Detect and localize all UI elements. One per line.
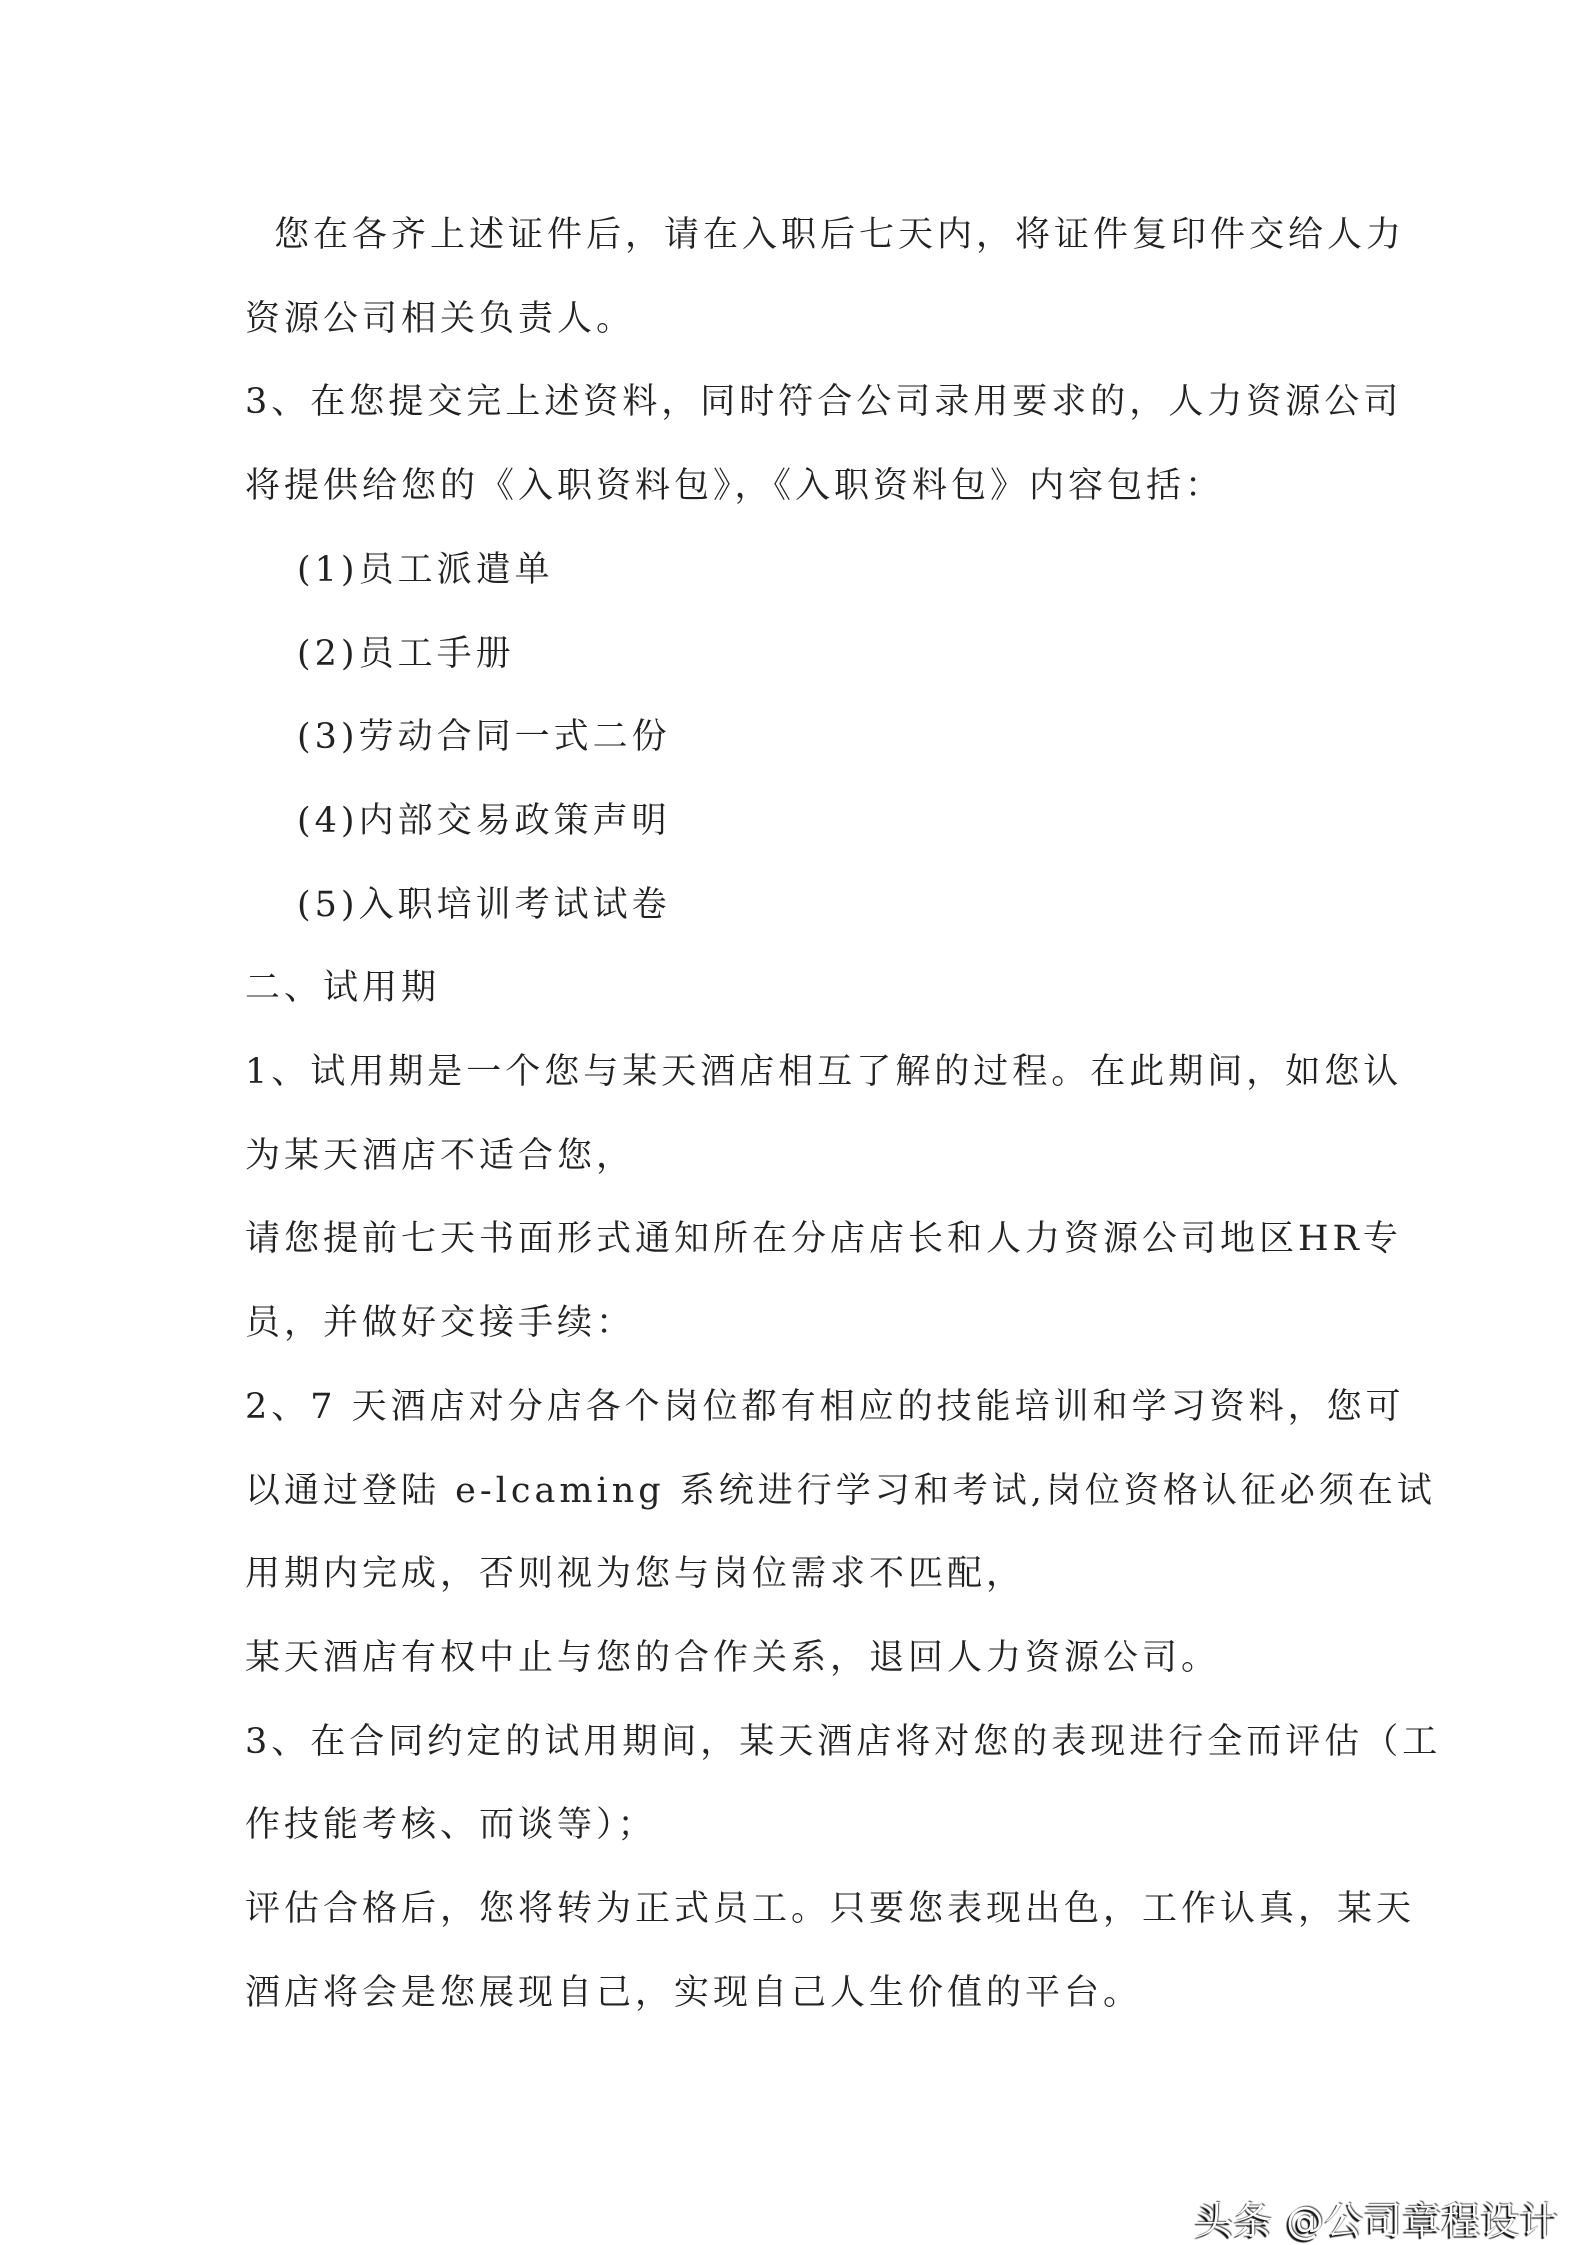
text-line: 评估合格后，您将转为正式员工。只要您表现出色，工作认真，某天	[245, 1889, 1416, 1929]
text-line: (4)内部交易政策声明	[297, 800, 671, 841]
text-line: 将提供给您的《入职资料包》，《入职资料包》内容包括：	[245, 466, 1225, 507]
text-line: (1)员工派遣单	[297, 549, 554, 590]
text-line: (5)入职培训考试试卷	[297, 884, 671, 925]
text-line: (2)员工手册	[297, 633, 515, 674]
text-line: 资源公司相关负责人。	[245, 298, 636, 339]
text-line: 员，并做好交接手续：	[245, 1303, 636, 1344]
text-line: (3)劳动合同一式二份	[297, 717, 671, 758]
text-line: 2、7 天酒店对分店各个岗位都有相应的技能培训和学习资料，您可	[245, 1386, 1405, 1427]
text-line: 用期内完成，否则视为您与岗位需求不匹配，	[245, 1554, 1026, 1595]
text-line: 请您提前七天书面形式通知所在分店店长和人力资源公司地区HR专	[245, 1219, 1402, 1260]
text-line: 二、试用期	[245, 968, 441, 1009]
text-line: 1、试用期是一个您与某天酒店相互了解的过程。在此期间，如您认	[245, 1052, 1403, 1092]
text-line: 3、在您提交完上述资料，同时符合公司录用要求的，人力资源公司	[245, 382, 1403, 423]
text-line: 3、在合同约定的试用期间，某天酒店将对您的表现进行全而评估（工	[245, 1721, 1442, 1762]
text-line: 您在各齐上述证件后，请在入职后七天内，将证件复印件交给人力	[274, 215, 1406, 255]
text-line: 酒店将会是您展现自己，实现自己人生价值的平台。	[245, 1972, 1143, 2013]
text-line: 某天酒店有权中止与您的合作关系，退回人力资源公司。	[245, 1637, 1221, 1678]
text-line: 以通过登陆 e-lcaming 系统进行学习和考试,岗位资格认征必须在试	[245, 1470, 1436, 1511]
text-line: 作技能考核、而谈等）；	[245, 1805, 657, 1846]
text-line: 为某天酒店不适合您，	[245, 1135, 636, 1176]
watermark: 头条 @公司章程设计	[1194, 2199, 1559, 2243]
